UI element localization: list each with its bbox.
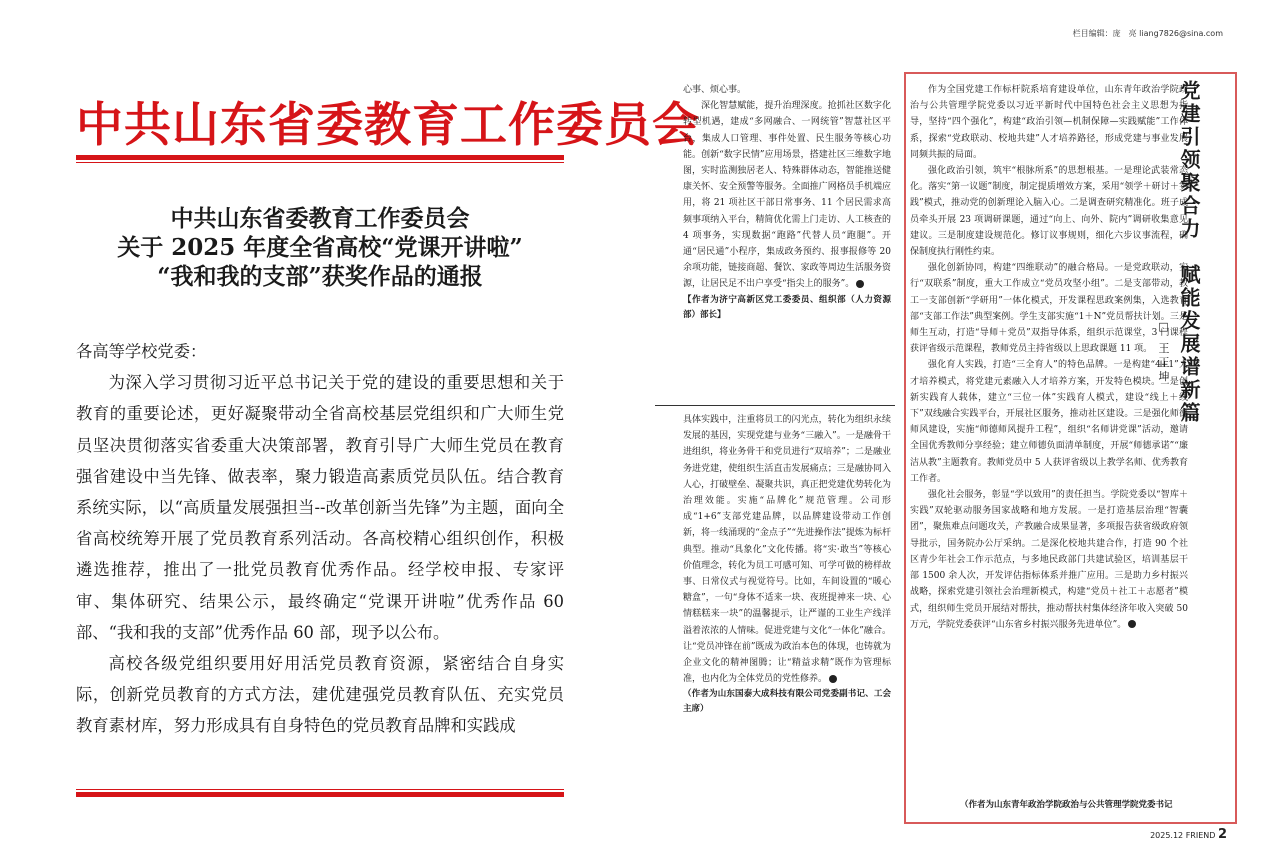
column-1-bottom	[683, 412, 891, 717]
title-line-2: 关于 2025 年度全省高校“党课开讲啦”	[117, 234, 523, 261]
column-2	[910, 82, 1188, 633]
body-paragraph-2: 高校各级党组织要用好用活党员教育资源，紧密结合自身实际，创新党员教育的方式方法，建优建强党员教育队伍、充实党员教育素材库，努力形成具有自身特色的党员教育品牌和实践成	[76, 654, 564, 736]
end-mark-icon	[856, 280, 864, 288]
col2-paragraph-3: 强化创新协同，构建“四维联动”的融合格局。一是党政联动，实行“双联系”制度，重大工作成立“党员攻坚小组”。二是支部带动，教工一支部创新“学研用”一体化模式，开发课程思政案例集，入选教育部“支部工作法”典型案例。学生支部实施“1＋N”党员帮扶计划。三是师生互动，打造“导师＋党员”双指导体系，组织示范课堂，3 门课程获评省级示范课程，教师党员主持省级以上思政课题 11 项。	[910, 263, 1188, 355]
col1-top-paragraph-1: 心事、烦心事。	[683, 85, 747, 95]
salutation: 各高等学校党委：	[76, 342, 207, 361]
footer-date-brand: 2025.12 FRIEND	[1150, 831, 1216, 840]
document-body	[76, 336, 564, 742]
col1-bottom-author: （作者为山东国泰大成科技有限公司党委副书记、工会主席）	[683, 689, 891, 715]
document-header: 中共山东省委教育工作委员会	[76, 98, 700, 153]
col2-paragraph-2: 强化政治引领，筑牢“根脉所系”的思想根基。一是理论武装常态化。落实“第一议题”制度，制定提质增效方案，采用“领学＋研讨＋实践”模式，推动党的创新理论入脑入心。二是调查研究精准化。班子成员牵头开展 23 项调研课题，通过“向上、向外、院内”调研收集意见建议。三是制度建设规范化。修订议事规则，细化六步议事流程，确保制度执行刚性约束。	[910, 166, 1188, 258]
left-page	[40, 60, 700, 820]
col1-top-author: 【作者为济宁高新区党工委委员、组织部（人力资源部）部长】	[683, 294, 891, 320]
end-mark-icon	[829, 675, 837, 683]
body-paragraph-1: 为深入学习贯彻习近平总书记关于党的建设的重要思想和关于教育的重要论述，更好凝聚带动全省高校基层党组织和广大师生党员坚决贯彻落实省委重大决策部署，教育引导广大师生党员在教育强省建设中当先锋、做表率，聚力锻造高素质党员队伍。结合教育系统实际，以“高质量发展强担当--改革创新当先锋”为主题，面向全省高校统筹开展了党员教育系列活动。各高校精心组织创作，积极遴选推荐，推出了一批党员教育优秀作品。经学校申报、专家评审、集体研究、结果公示，最终确定“党课开讲啦”优秀作品 60 部、“我和我的支部”优秀作品 60 部，现予以公布。	[76, 373, 564, 642]
article-title: 党建引领聚合力 赋能发展谱新篇	[1177, 80, 1201, 425]
end-mark-icon	[1128, 620, 1136, 628]
header-rule-thin	[76, 162, 564, 163]
title-line-1: 中共山东省委教育工作委员会	[170, 205, 470, 232]
column-1-top	[683, 82, 891, 323]
col2-paragraph-1: 作为全国党建工作标杆院系培育建设单位，山东青年政治学院政治与公共管理学院党委以习近平新时代中国特色社会主义思想为指导，坚持“四个强化”，构建“政治引领—机制保障—实践赋能”工作体系，探索“党政联动、校地共建”人才培养路径，形成党建与事业发展同频共振的局面。	[910, 85, 1188, 160]
right-page	[655, 20, 1235, 850]
title-line-3: “我和我的支部”获奖作品的通报	[157, 263, 483, 290]
footer-rule-thick	[76, 792, 564, 797]
col1-bottom-paragraph-1: 具体实践中，注重将员工的闪光点，转化为组织永续发展的基因，实现党建与业务“三融入”。一是融骨干进组织，将业务骨干和党员进行“双培养”；二是融业务进党建，使组织生活直击发展痛点；三是融协同入人心，打破壁垒、凝聚共识，真正把党建优势转化为治理效能。实施“品牌化”规范管理。公司形成“1+6”支部党建品牌，以品牌建设带动工作创新，将一线涌现的“金点子”“先进操作法”提炼为标杆典型。推动“具象化”文化传播。将“实·敢当”等核心价值理念，转化为员工可感可知、可学可做的榜样故事、日常仪式与视觉符号。比如，车间设置的“暖心糖盒”，一句“身体不适来一块、夜班提神来一块、心情糕糕来一块”的温馨提示，让严谨的工业生产线洋溢着浓浓的人情味。促进党建与文化“一体化”融合。让“党员冲锋在前”既成为政治本色的体现，也铸就为企业文化的精神图腾；让“精益求精”既作为管理标准，也内化为全体党员的党性修养。	[683, 415, 891, 685]
footer-rule-thin	[76, 789, 564, 790]
document-title	[76, 204, 564, 291]
page-number: 2	[1217, 827, 1227, 842]
article-author: □ 王正坤	[1157, 320, 1170, 385]
header-rule-thick	[76, 155, 564, 160]
column-editor-header: 栏目编辑：庞 亮 liang7826@sina.com	[1072, 29, 1223, 38]
col1-top-paragraph-2: 深化智慧赋能，提升治理深度。抢抓社区数字化转型机遇，建成“多网融合、一网统管”智慧社区平台，集成人口管理、事件处置、民生服务等核心功能。创新“数字民情”应用场景，搭建社区三维数字地图，实时监测独居老人、特殊群体动态，智能推送健康关怀、安全预警等服务。全面推广网格员手机端应用，将 21 项社区干部日常事务、11 个居民需求高频事项纳入平台，精简优化需上门走访、人工核查的 4 项事务，实现数据“跑路”代替人员“跑腿”。开通“居民通”小程序，集成政务预约、报事报修等 20 余项功能，链接商超、餐饮、家政等周边生活服务资源，让居民足不出户享受“指尖上的服务”。	[683, 101, 891, 290]
col2-paragraph-5: 强化社会服务，彰显“学以致用”的责任担当。学院党委以“智库＋实践”双轮驱动服务国家战略和地方发展。一是打造基层治理“智囊团”，聚焦难点问题攻关，产教融合成果显著，多项报告获省级政府领导批示，国务院办公厅采纳。二是深化校地共建合作，打造 90 个社区青少年社会工作示范点，与多地民政部门共建试验区，培训基层干部 1500 余人次，开发评估指标体系并推广应用。三是助力乡村振兴战略，探索党建引领社会治理新模式，构建“党员＋社工＋志愿者”模式，组织师生党员开展结对帮扶，推动帮扶村集体经济年收入突破 50 万元，学院党委获评“山东省乡村振兴服务先进单位”。	[910, 490, 1188, 630]
col2-paragraph-4: 强化育人实践，打造“三全育人”的特色品牌。一是构建“4+1”人才培养模式，将党建元素融入人才培养方案，开发特色模块。二是创新实践育人载体，建立“三位一体”实践育人模式，建设“线上＋线下”双线融合实践平台，开展社区服务，推动社区建设。三是强化师德师风建设，实施“师德师风提升工程”，组织“名师讲党课”活动，邀请全国优秀教师分享经验；建立师德负面清单制度，开展“师德承诺”“廉洁从教”主题教育。教师党员中 5 人获评省级以上教学名师、优秀教育工作者。	[910, 360, 1188, 484]
article-divider	[655, 405, 895, 406]
col2-author: （作者为山东青年政治学院政治与公共管理学院党委书记	[960, 800, 1173, 810]
page-footer	[1150, 827, 1227, 842]
